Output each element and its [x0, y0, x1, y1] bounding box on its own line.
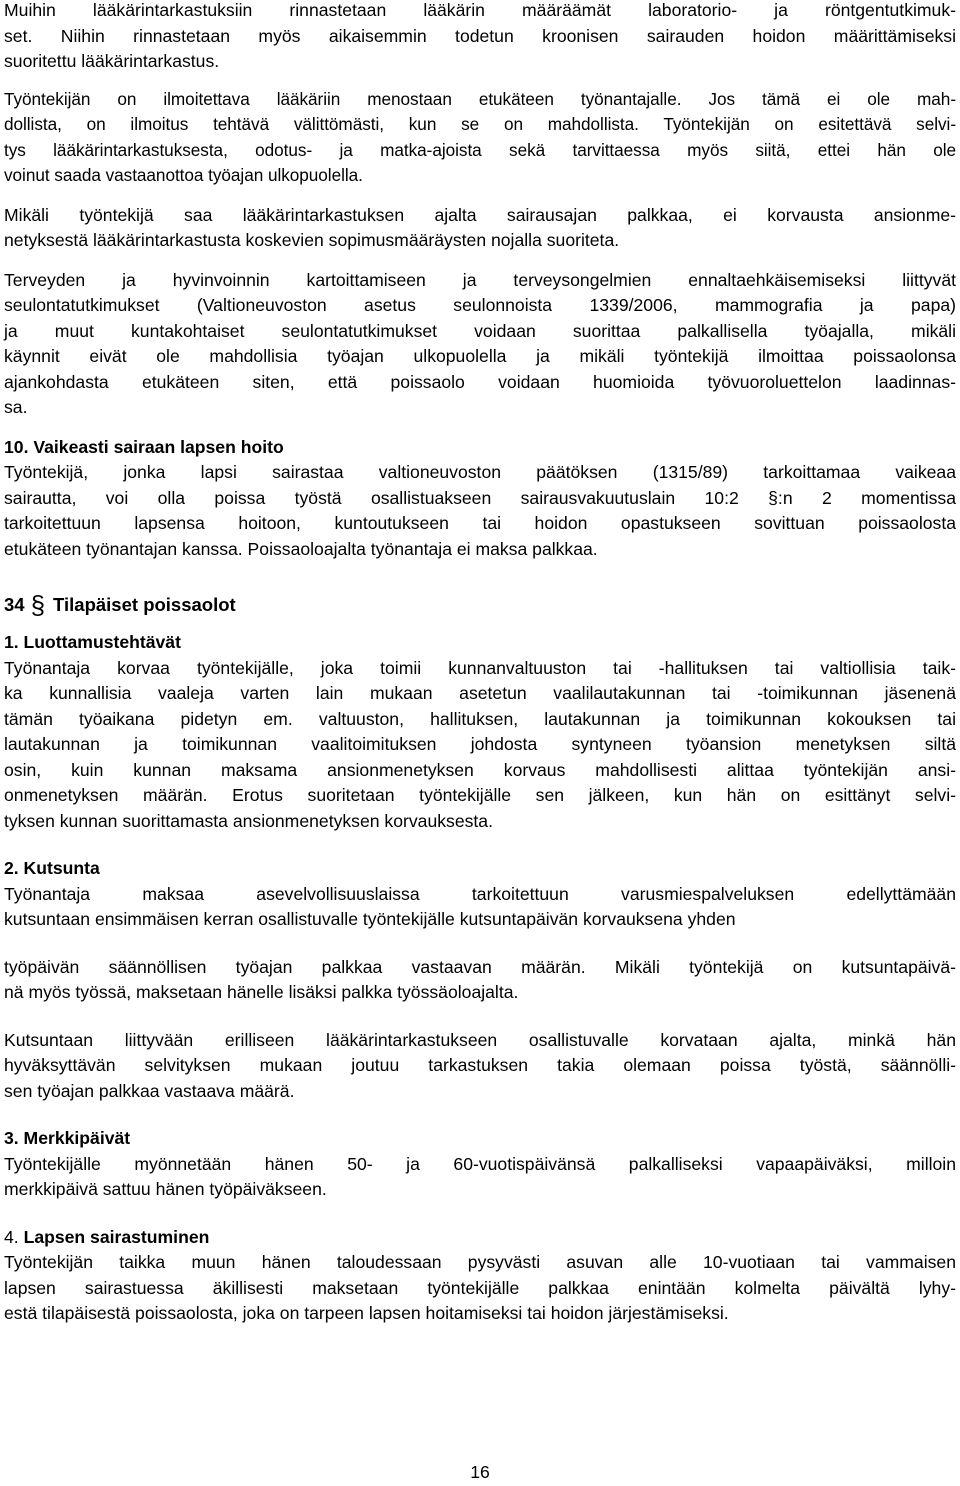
text-line: etukäteen työnantajan kanssa. Poissaoloajalta työnantaja ei maksa palkkaa. [4, 538, 598, 559]
text-line: Työntekijän taikka muun hänen taloudessaan pysyvästi asuvan alle 10-vuotiaan tai vammaisen [4, 1252, 956, 1272]
text-line: Työntekijän on ilmoitettava lääkäriin menostaan etukäteen työnantajalle. Jos tämä ei ole mah- [4, 88, 956, 109]
chapter-title: Tilapäiset poissaolot [53, 594, 236, 615]
text-line: netyksestä lääkärintarkastusta koskevien sopimusmääräysten nojalla suoriteta. [4, 230, 620, 250]
paragraph-notify-employer [4, 87, 956, 189]
text-line: tarkoitettuun lapsensa hoitoon, kuntoutukseen tai hoidon opastukseen sovittuan poissaolosta [4, 513, 956, 533]
text-line: hyväksyttävän selvityksen mukaan joutuu tarkastuksen takia olemaan poissa työstä, säännölli- [4, 1055, 956, 1075]
section-heading: 2. Kutsunta [4, 858, 100, 878]
section-positions-of-trust [4, 630, 956, 834]
text-line: voinut saada vastaanottoa työajan ulkopuolella. [4, 165, 363, 185]
text-line: lautakunnan ja toimikunnan vaalitoimituksen johdosta syntyneen työansion menetyksen siltä [4, 734, 956, 754]
text-line: ajankohdasta etukäteen siten, että poissaolo voidaan huomioida työvuoroluettelon laadinnas- [4, 371, 956, 392]
text-line: set. Niihin rinnastetaan myös aikaisemmin todetun kroonisen sairauden hoidon määrittämiseksi [4, 25, 956, 46]
text-line: ka kunnallisia vaaleja varten lain mukaan asetetun vaalilautakunnan tai -toimikunnan jäsenenä [4, 683, 956, 703]
paragraph-lab-tests [4, 0, 956, 75]
section-call-up [4, 856, 956, 933]
text-line: tämän työaikana pidetyn em. valtuuston, hallituksen, lautakunnan ja toimikunnan kokouksen tai [4, 708, 956, 729]
text-line: dollista, on ilmoitus tehtävä välittömästi, kun se on mahdollista. Työntekijän on esitettävä selvi- [4, 114, 956, 134]
text-line: sa. [4, 397, 28, 417]
section-sign: § [30, 590, 46, 620]
text-line: työpäivän säännöllisen työajan palkkaa vastaavan määrän. Mikäli työntekijä on kutsuntapäivä- [4, 956, 956, 977]
text-line: tys lääkärintarkastuksesta, odotus- ja matka-ajoista sekä tarvittaessa myös siitä, ettei hän ole [4, 139, 956, 160]
text-line: tyksen kunnan suorittamasta ansionmenetyksen korvauksesta. [4, 810, 493, 831]
text-line: onmenetyksen määrän. Erotus suoritetaan työntekijälle sen jälkeen, kun hän on esittänyt selvi- [4, 785, 956, 805]
text-line: nä myös työssä, maksetaan hänelle lisäksi palkka työssäoloajalta. [4, 982, 519, 1002]
section-number: 10. [4, 436, 29, 457]
chapter-heading-34 [4, 592, 956, 618]
text-line: seulontatutkimukset (Valtioneuvoston asetus seulonnoista 1339/2006, mammografia ja papa) [4, 295, 956, 315]
text-line: merkkipäivä sattuu hänen työpäiväkseen. [4, 1179, 327, 1199]
section-heading [4, 1225, 956, 1251]
text-line: lapsen sairastuessa äkillisesti maksetaan työntekijälle palkkaa enintään kolmelta päivältä lyhy- [4, 1277, 956, 1298]
text-line: ja muut kuntakohtaiset seulontatutkimukset voidaan suorittaa palkallisella työajalla, mikäli [4, 320, 956, 341]
section-call-up-medical [4, 1028, 956, 1105]
document-page [4, 0, 956, 1327]
text-line: Työntekijälle myönnetään hänen 50- ja 60-vuotispäivänsä palkalliseksi vapaapäiväksi, milloin [4, 1153, 956, 1174]
text-line: kutsuntaan ensimmäisen kerran osallistuvalle työntekijälle kutsuntapäivän korvauksena yhden [4, 909, 736, 929]
section-call-up-continued [4, 955, 956, 1006]
section-milestone-birthdays [4, 1126, 956, 1203]
text-line: sen työajan palkkaa vastaava määrä. [4, 1080, 295, 1101]
section-number: 4. [4, 1226, 19, 1247]
text-line: sairautta, voi olla poissa työstä osallistuakseen sairausvakuutuslain 10:2 §:n 2 momentissa [4, 487, 956, 508]
section-heading: 3. Merkkipäivät [4, 1128, 131, 1148]
text-line: Mikäli työntekijä saa lääkärintarkastuksen ajalta sairausajan palkkaa, ei korvausta ansionme- [4, 204, 956, 225]
paragraph-screenings [4, 268, 956, 421]
text-line: Työnantaja korvaa työntekijälle, joka toimii kunnanvaltuuston tai -hallituksen tai valtiollisia taik- [4, 657, 956, 678]
text-line: Terveyden ja hyvinvoinnin kartoittamiseen ja terveysongelmien ennaltaehkäisemiseksi liittyvät [4, 269, 956, 290]
paragraph-sick-pay [4, 203, 956, 254]
text-line: Kutsuntaan liittyvään erilliseen lääkärintarkastukseen osallistuvalle korvataan ajalta, minkä hän [4, 1029, 956, 1050]
section-severely-ill-child [4, 435, 956, 563]
text-line: osin, kuin kunnan maksama ansionmenetyksen korvaus mahdollisesti alittaa työntekijän ansi- [4, 759, 956, 780]
text-line: Muihin lääkärintarkastuksiin rinnastetaan lääkärin määräämät laboratorio- ja röntgentutkimuk- [4, 0, 956, 20]
section-heading: 1. Luottamustehtävät [4, 632, 181, 652]
text-line: estä tilapäisestä poissaolosta, joka on tarpeen lapsen hoitamiseksi tai hoidon järjestämiseksi. [4, 1303, 729, 1323]
text-line: Työntekijä, jonka lapsi sairastaa valtioneuvoston päätöksen (1315/89) tarkoittamaa vaikeaa [4, 462, 956, 482]
chapter-number: 34 [4, 594, 25, 615]
text-line: suoritettu lääkärintarkastus. [4, 51, 220, 71]
text-line: Työnantaja maksaa asevelvollisuuslaissa tarkoitettuun varusmiespalveluksen edellyttämään [4, 883, 956, 904]
section-heading [4, 435, 956, 461]
page-number: 16 [470, 1462, 490, 1482]
section-child-illness [4, 1225, 956, 1327]
section-title: Lapsen sairastuminen [23, 1226, 210, 1247]
section-title: Vaikeasti sairaan lapsen hoito [33, 436, 284, 457]
text-line: käynnit eivät ole mahdollisia työajan ulkopuolella ja mikäli työntekijä ilmoittaa poissaolonsa [4, 346, 956, 366]
